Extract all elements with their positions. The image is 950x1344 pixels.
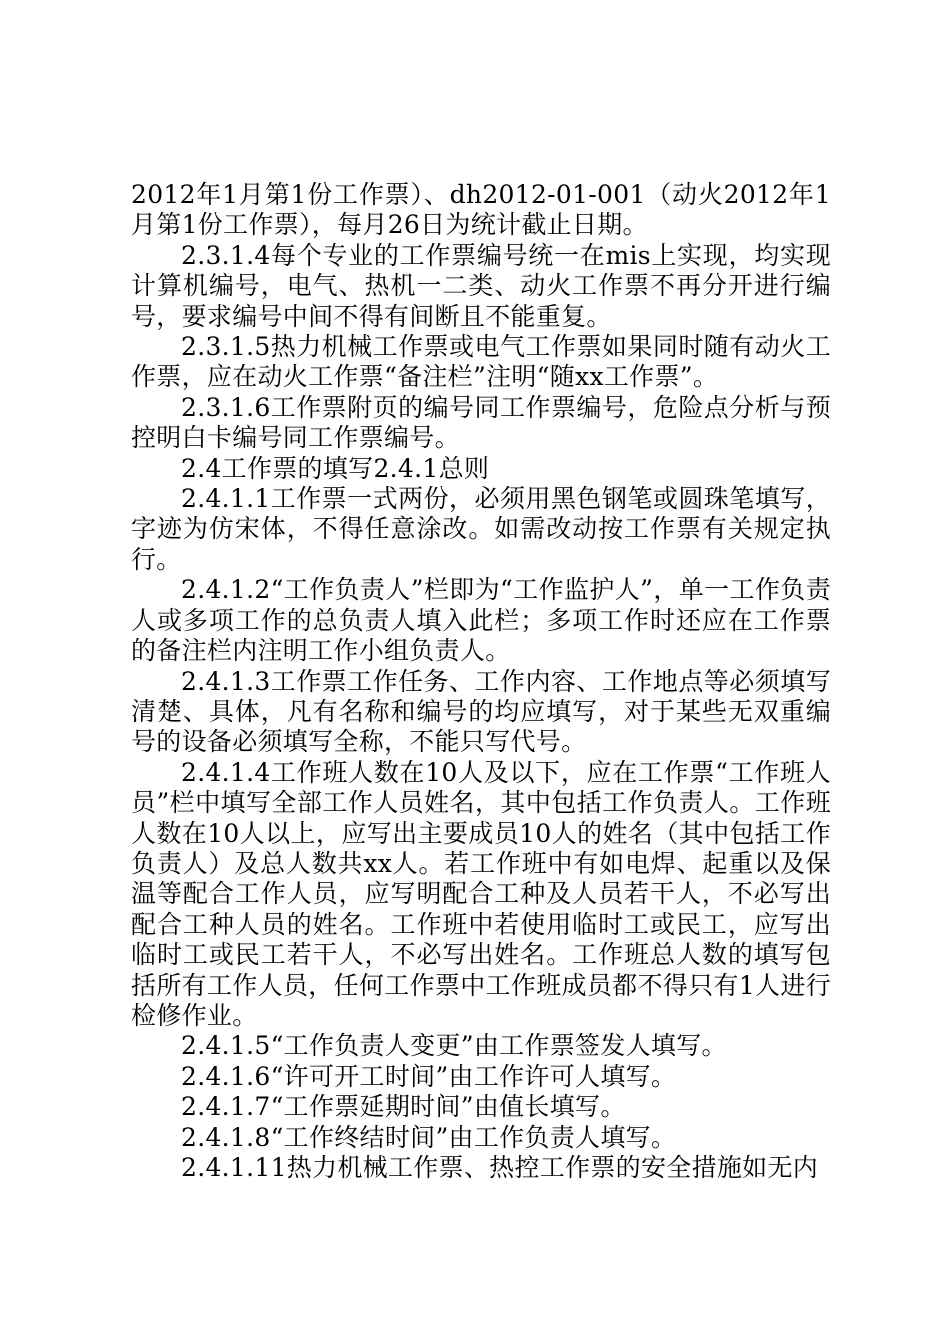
- paragraph-2-4-1-8: 2.4.1.8“工作终结时间”由工作负责人填写。: [181, 1122, 677, 1152]
- paragraph-2-4-heading: 2.4工作票的填写2.4.1总则: [181, 453, 490, 483]
- paragraph-2-3-1-5: 2.3.1.5热力机械工作票或电气工作票如果同时随有动火工作票，应在动火工作票“备注栏”注明“随xx工作票”。: [131, 332, 831, 392]
- document-body: [131, 180, 831, 1183]
- paragraph-2-3-1-6: 2.3.1.6工作票附页的编号同工作票编号，危险点分析与预控明白卡编号同工作票编号。: [131, 392, 831, 453]
- paragraph-2-4-1-4: 2.4.1.4工作班人数在10人及以下，应在工作票“工作班人员”栏中填写全部工作人员姓名，其中包括工作负责人。工作班人数在10人以上，应写出主要成员10人的姓名（其中包括工作负责人）及总人数共xx人。若工作班中有如电焊、起重以及保温等配合工作人员，应写明配合工种及人员若干人，不必写出配合工种人员的姓名。工作班中若使用临时工或民工，应写出临时工或民工若干人，不必写出姓名。工作班总人数的填写包括所有工作人员，任何工作票中工作班成员都不得只有1人进行检修作业。: [131, 757, 831, 1030]
- paragraph-2-4-1-1: 2.4.1.1工作票一式两份，必须用黑色钢笔或圆珠笔填写，字迹为仿宋体，不得任意涂改。如需改动按工作票有关规定执行。: [131, 484, 831, 574]
- paragraph-2-4-1-2: 2.4.1.2“工作负责人”栏即为“工作监护人”，单一工作负责人或多项工作的总负责人填入此栏；多项工作时还应在工作票的备注栏内注明工作小组负责人。: [131, 575, 831, 666]
- paragraph-2-4-1-11: 2.4.1.11热力机械工作票、热控工作票的安全措施如无内: [181, 1153, 819, 1182]
- paragraph-2-4-1-7: 2.4.1.7“工作票延期时间”由值长填写。: [181, 1092, 626, 1122]
- paragraph-ticket-number-example: 2012年1月第1份工作票）、dh2012-01-001（动火2012年1月第1份工作票），每月26日为统计截止日期。: [131, 180, 831, 240]
- paragraph-2-3-1-4: 2.3.1.4每个专业的工作票编号统一在mis上实现，均实现计算机编号，电气、热机一二类、动火工作票不再分开进行编号，要求编号中间不得有间断且不能重复。: [131, 240, 831, 331]
- paragraph-2-4-1-5: 2.4.1.5“工作负责人变更”由工作票签发人填写。: [181, 1031, 727, 1061]
- paragraph-2-4-1-3: 2.4.1.3工作票工作任务、工作内容、工作地点等必须填写清楚、具体，凡有名称和编号的均应填写，对于某些无双重编号的设备必须填写全称，不能只写代号。: [131, 666, 831, 757]
- paragraph-2-4-1-6: 2.4.1.6“许可开工时间”由工作许可人填写。: [181, 1061, 677, 1091]
